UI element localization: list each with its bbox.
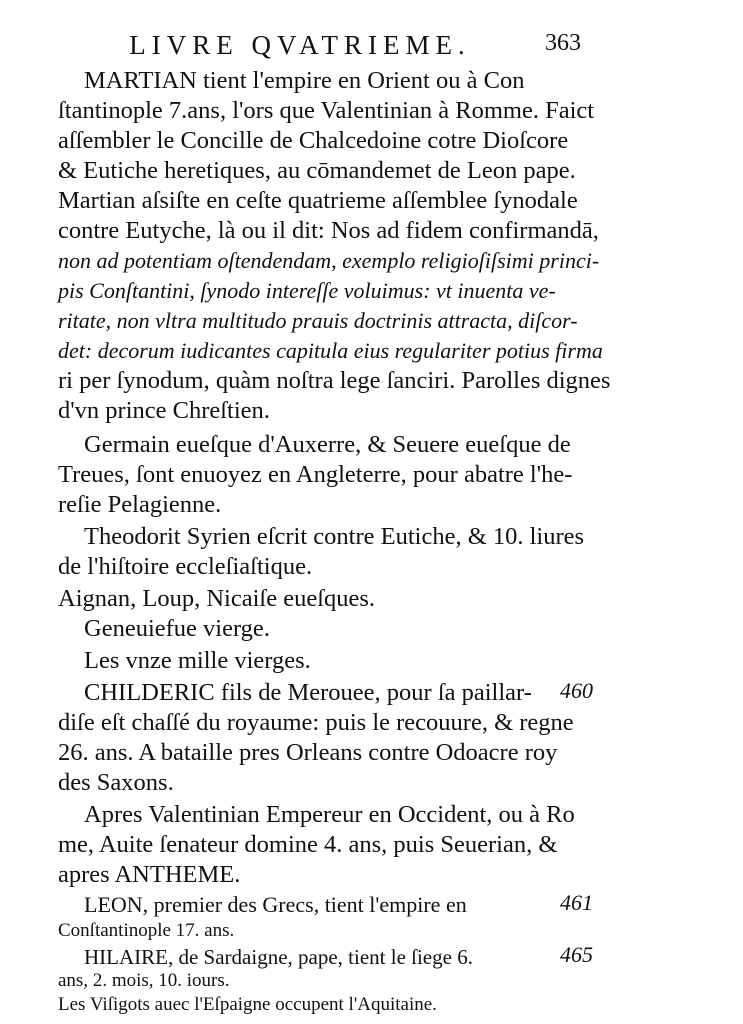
text-line-latin: non ad potentiam oſtendendam, exemplo religioſiſsimi princi- bbox=[58, 248, 600, 273]
margin-date: 465 bbox=[560, 942, 593, 967]
text-line: d'vn prince Chreſtien. bbox=[58, 397, 270, 424]
text-line: contre Eutyche, là ou il dit: Nos ad fidem confirmandā, bbox=[58, 217, 599, 244]
text-line: ri per ſynodum, quàm noſtra lege ſanciri. Parolles dignes bbox=[58, 367, 611, 394]
text-line: des Saxons. bbox=[58, 769, 174, 796]
text-line: Theodorit Syrien eſcrit contre Eutiche, & 10. liures bbox=[84, 523, 585, 550]
text-line: & Eutiche heretiques, au cōmandemet de Leon pape. bbox=[58, 157, 576, 184]
text-line: MARTIAN tient l'empire en Orient ou à Con bbox=[84, 67, 525, 94]
text-line-latin: det: decorum iudicantes capitula eius regulariter potius firma bbox=[58, 338, 603, 363]
text-line: de l'hiſtoire eccleſiaſtique. bbox=[58, 553, 313, 580]
text-line: diſe eſt chaſſé du royaume: puis le recouure, & regne bbox=[58, 709, 574, 736]
text-line: me, Auite ſenateur domine 4. ans, puis Seuerian, & bbox=[58, 831, 558, 858]
text-line-latin: pis Conſtantini, ſynodo intereſſe voluimus: vt inuenta ve- bbox=[58, 278, 556, 303]
text-line: Germain eueſque d'Auxerre, & Seuere eueſque de bbox=[84, 431, 571, 458]
text-line: Martian aſsiſte en ceſte quatrieme aſſemblee ſynodale bbox=[58, 187, 578, 214]
running-title: LIVRE QVATRIEME. bbox=[129, 30, 471, 60]
text-line: 26. ans. A bataille pres Orleans contre Odoacre roy bbox=[58, 739, 558, 766]
text-line: reſie Pelagienne. bbox=[58, 491, 222, 518]
page-number: 363 bbox=[545, 30, 581, 56]
text-line: Les vnze mille vierges. bbox=[84, 647, 311, 674]
text-line: CHILDERIC fils de Merouee, pour ſa paillar- bbox=[84, 679, 532, 706]
text-line: Apres Valentinian Empereur en Occident, ou à Ro bbox=[84, 801, 575, 828]
text-line: ſtantinople 7.ans, l'ors que Valentinian à Romme. Faict bbox=[58, 97, 595, 124]
text-line: ans, 2. mois, 10. iours. bbox=[58, 970, 230, 991]
text-line: apres ANTHEME. bbox=[58, 861, 241, 888]
text-line-latin: ritate, non vltra multitudo prauis doctrinis attracta, diſcor- bbox=[58, 308, 578, 333]
text-line: Les Viſigots auec l'Eſpaigne occupent l'Aquitaine. bbox=[58, 994, 437, 1015]
margin-date: 460 bbox=[560, 678, 593, 703]
text-line: Aignan, Loup, Nicaiſe eueſques. bbox=[58, 585, 376, 612]
text-line: Geneuiefue vierge. bbox=[84, 615, 270, 642]
text-line: Treues, ſont enuoyez en Angleterre, pour abatre l'he- bbox=[58, 461, 573, 488]
margin-date: 461 bbox=[560, 890, 593, 915]
text-line: aſſembler le Concille de Chalcedoine cotre Dioſcore bbox=[58, 127, 569, 154]
text-line: LEON, premier des Grecs, tient l'empire en bbox=[84, 892, 467, 917]
text-line: Conſtantinople 17. ans. bbox=[58, 920, 235, 941]
text-line: HILAIRE, de Sardaigne, pape, tient le ſiege 6. bbox=[84, 945, 473, 969]
